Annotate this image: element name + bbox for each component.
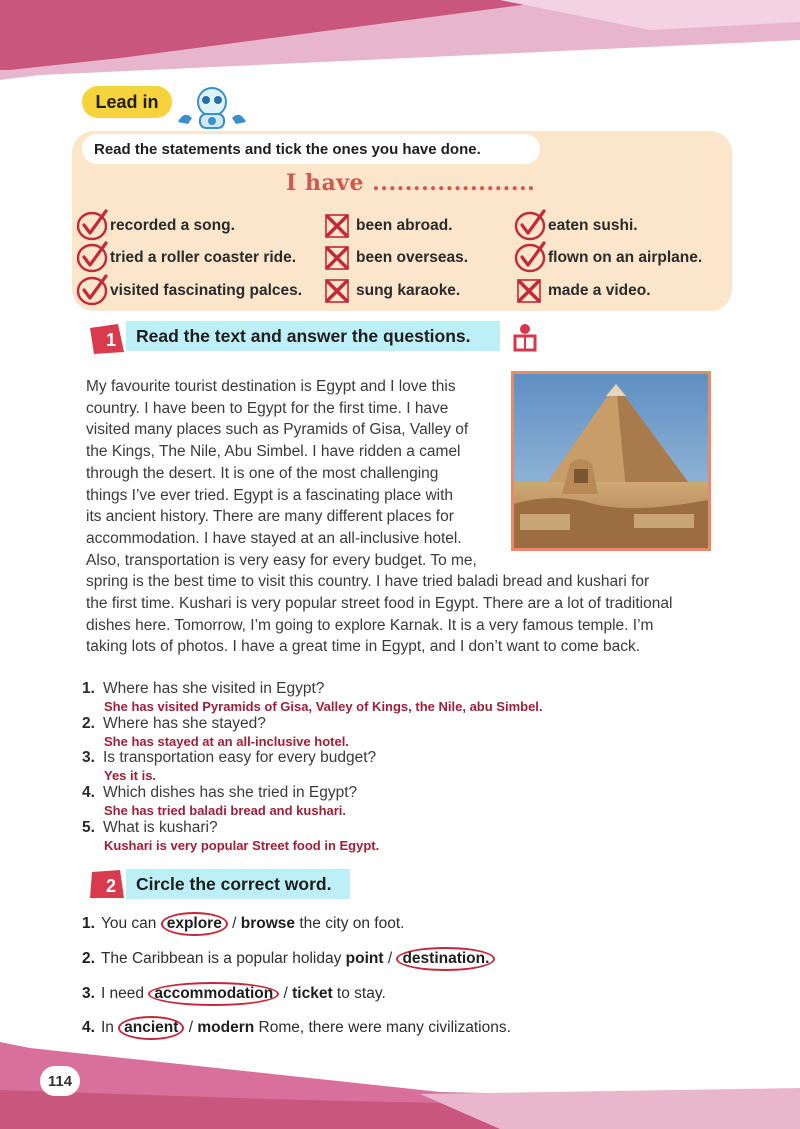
question-text: Where has she visited in Egypt?	[103, 680, 325, 697]
cross-mark-icon	[322, 274, 356, 306]
passage-line: dishes here. Tomorrow, I’m going to explore Karnak. It is a very famous temple. I’m	[86, 616, 654, 634]
lead-in-label: Lead in	[82, 86, 172, 118]
statement-text: sung karaoke.	[356, 282, 461, 299]
answer-text: She has visited Pyramids of Gisa, Valley of Kings, the Nile, abu Simbel.	[104, 699, 543, 714]
question-text: What is kushari?	[103, 819, 218, 836]
passage-line: the Kings, The Nile, Abu Simbel. I have ridden a camel	[86, 443, 461, 461]
circle-word-item	[82, 982, 386, 1006]
answer-text: Kushari is very popular Street food in Egypt.	[104, 838, 380, 853]
cross-mark-icon	[322, 241, 356, 273]
option-separator: /	[184, 1019, 198, 1036]
tick-mark-icon	[76, 274, 110, 306]
item-number: 2.	[82, 950, 95, 967]
reading-person-icon	[512, 322, 538, 352]
option-separator: /	[227, 915, 241, 932]
item-number: 1.	[82, 915, 95, 932]
answer-text: She has tried baladi bread and kushari.	[104, 803, 347, 818]
option-word: point	[345, 950, 384, 967]
option-word: ticket	[292, 985, 333, 1002]
passage-line: country. I have been to Egypt for the first time. I have	[86, 399, 449, 417]
tick-mark-icon	[76, 209, 110, 241]
question-number: 4.	[82, 784, 95, 801]
section-1-badge-icon	[88, 322, 128, 356]
statement-text: been abroad.	[356, 217, 453, 234]
section-2-number: 2	[106, 876, 117, 896]
question-text: Is transportation easy for every budget?	[103, 749, 377, 766]
section-1-heading: Read the text and answer the questions.	[126, 321, 500, 351]
lead-in-instruction: Read the statements and tick the ones you have done.	[82, 134, 540, 164]
item-text-after: to stay.	[332, 985, 386, 1002]
question-number: 3.	[82, 749, 95, 766]
option-word: browse	[240, 915, 296, 932]
question-number: 2.	[82, 715, 95, 732]
pyramid-illustration	[514, 374, 708, 548]
pyramid-sphinx-photo	[511, 371, 711, 551]
circled-option: destination.	[396, 947, 495, 971]
question-text: Which dishes has she tried in Egypt?	[103, 784, 358, 801]
item-text-before: In	[100, 1019, 119, 1036]
item-number: 4.	[82, 1019, 95, 1036]
circle-word-item	[82, 947, 495, 971]
tick-mark-icon	[514, 209, 548, 241]
passage-line: accommodation. I have stayed at an all-inclusive hotel.	[86, 529, 462, 547]
cross-mark-icon	[514, 274, 548, 306]
passage-line: through the desert. It is one of the most challenging	[86, 464, 439, 482]
circled-option: ancient	[118, 1016, 184, 1040]
question-text: Where has she stayed?	[103, 715, 266, 732]
circled-option: explore	[161, 912, 228, 936]
item-text-before: The Caribbean is a popular holiday	[100, 950, 346, 967]
section-2-badge-icon	[88, 868, 128, 902]
cross-mark-icon	[322, 209, 356, 241]
question-number: 5.	[82, 819, 95, 836]
tick-mark-icon	[514, 241, 548, 273]
statement-text: recorded a song.	[110, 217, 235, 234]
statement-text: made a video.	[548, 282, 651, 299]
passage-line: My favourite tourist destination is Egypt and I love this	[86, 378, 456, 395]
passage-line: things I’ve ever tried. Egypt is a fascinating place with	[86, 486, 454, 504]
item-text-before: You can	[100, 915, 161, 932]
answer-text: She has stayed at an all-inclusive hotel.	[104, 734, 349, 749]
item-text-after: Rome, there were many civilizations.	[254, 1019, 511, 1036]
tick-mark-icon	[76, 241, 110, 273]
i-have-heading: I have ....................	[286, 170, 536, 196]
page-number: 114	[40, 1066, 80, 1096]
item-text-before: I need	[100, 985, 149, 1002]
answer-text: Yes it is.	[104, 768, 157, 783]
passage-line: visited many places such as Pyramids of Gisa, Valley of	[86, 421, 469, 439]
statement-text: tried a roller coaster ride.	[110, 249, 297, 266]
statement-text: been overseas.	[356, 249, 469, 266]
circled-option: accommodation	[148, 982, 279, 1006]
top-decorative-band	[0, 0, 800, 90]
item-text-after: the city on foot.	[295, 915, 405, 932]
robot-mascot-icon	[172, 84, 252, 132]
option-separator: /	[279, 985, 293, 1002]
section-2-heading: Circle the correct word.	[126, 869, 350, 899]
question-number: 1.	[82, 680, 95, 697]
passage-line: its ancient history. There are many different places for	[86, 508, 454, 526]
passage-line: taking lots of photos. I have a great time in Egypt, and I don’t want to come back.	[86, 638, 641, 656]
passage-line: the first time. Kushari is very popular street food in Egypt. There are a lot of traditional	[86, 595, 673, 612]
option-separator: /	[383, 950, 397, 967]
passage-line: Also, transportation is very easy for every budget. To me,	[86, 551, 477, 569]
statement-text: visited fascinating palces.	[110, 282, 303, 299]
circle-word-item	[82, 912, 404, 936]
bottom-decorative-band	[0, 1030, 800, 1129]
statement-text: flown on an airplane.	[548, 249, 703, 266]
option-word: modern	[197, 1019, 255, 1036]
item-number: 3.	[82, 985, 95, 1002]
statement-text: eaten sushi.	[548, 217, 638, 234]
passage-line: spring is the best time to visit this country. I have tried baladi bread and kushari for	[86, 573, 650, 591]
section-1-number: 1	[106, 330, 117, 350]
